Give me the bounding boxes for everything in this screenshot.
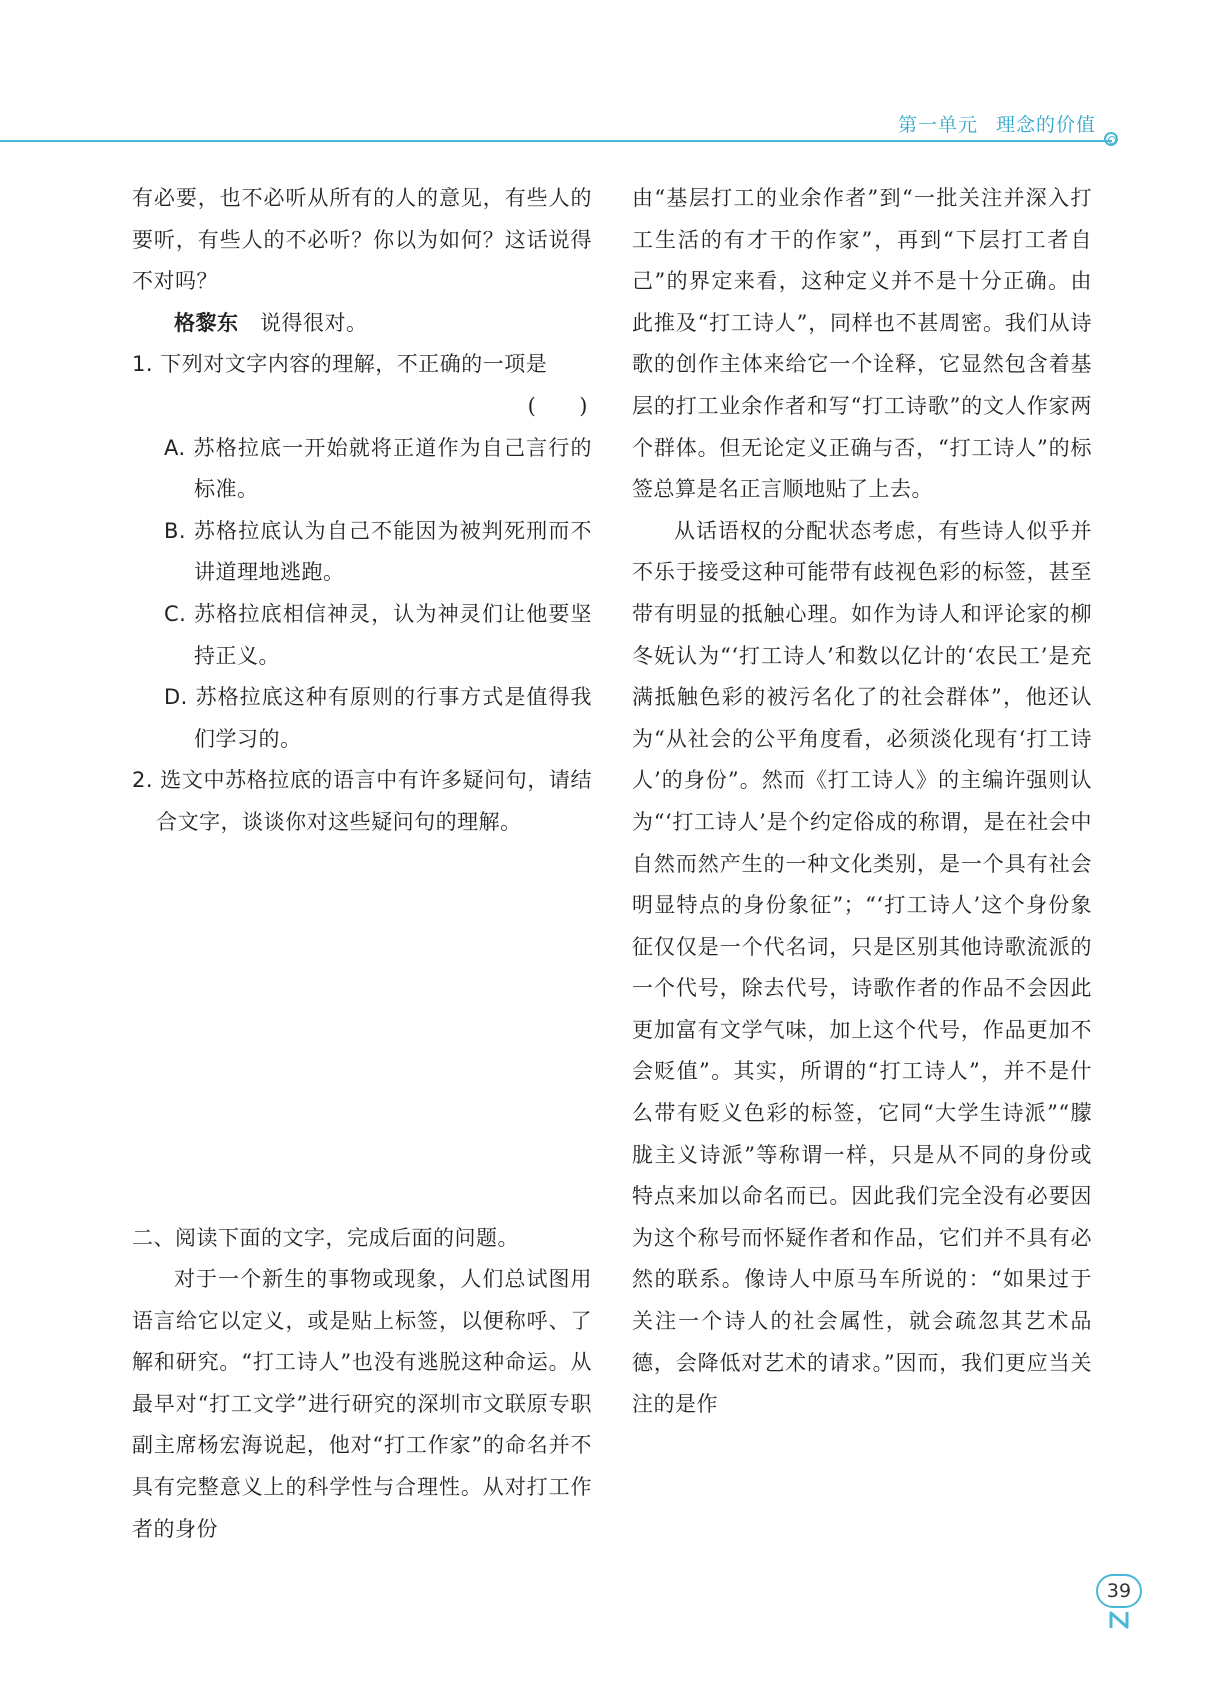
passage-paragraph-1-cont: 由“基层打工的业余作者”到“一批关注并深入打工生活的有才干的作家”，再到“下层打工者自己”的界定来看，这种定义并不是十分正确。由此推及“打工诗人”，同样也不甚周密。我们从诗歌的创作主体来给它一个诠释，它显然包含着基层的打工业余作者和写“打工诗歌”的文人作家两个群体。但无论定义正确与否，“打工诗人”的标签总算是名正言顺地贴了上去。 — [632, 186, 1092, 502]
passage-paragraph-2: 从话语权的分配状态考虑，有些诗人似乎并不乐于接受这种可能带有歧视色彩的标签，甚至带有明显的抵触心理。如作为诗人和评论家的柳冬妩认为“‘打工诗人’和数以亿计的‘农民工’是充满抵触色彩的被污名化了的社会群体”，他还认为“从社会的公平角度看，必须淡化现有‘打工诗人’的身份”。然而《打工诗人》的主编许强则认为“‘打工诗人’是个约定俗成的称谓，是在社会中自然而然产生的一种文化类别，是一个具有社会明显特点的身份象征”；“‘打工诗人’这个身份象征仅仅是一个代名词，只是区别其他诗歌流派的一个代号，除去代号，诗歌作者的作品不会因此更加富有文学气味，加上这个代号，作品更加不会贬值”。其实，所谓的“打工诗人”，并不是什么带有贬义色彩的标签，它同“大学生诗派”“朦胧主义诗派”等称谓一样，只是从不同的身份或特点来加以命名而已。因此我们完全没有必要因为这个称号而怀疑作者和作品，它们并不具有必然的联系。像诗人中原马车所说的：“如果过于关注一个诗人的社会属性，就会疏忽其艺术品德，会降低对艺术的请求。”因而，我们更应当关注的是作 — [632, 518, 1092, 1417]
page-mark-icon — [1108, 1610, 1130, 1630]
question-2: 2. 选文中苏格拉底的语言中有许多疑问句，请结合文字，谈谈你对这些疑问句的理解。 — [132, 768, 592, 834]
header-title: 理念的价值 — [995, 114, 1096, 136]
header-circle-ornament — [1104, 132, 1118, 146]
speaker-reply: 说得很对。 — [260, 310, 368, 335]
dialogue-text: 有必要，也不必听从所有的人的意见，有些人的要听，有些人的不必听？你以为如何？这话说得不对吗？ — [132, 186, 592, 294]
header-unit: 第一单元 — [897, 114, 978, 136]
running-header — [898, 110, 1096, 137]
option-b: B. 苏格拉底认为自己不能因为被判死刑而不讲道理地逃跑。 — [164, 518, 592, 585]
speaker-name: 格黎东 — [174, 310, 239, 335]
left-column — [132, 178, 592, 1550]
option-d: D. 苏格拉底这种有原则的行事方式是值得我们学习的。 — [164, 685, 592, 751]
answer-paren: ( ) — [527, 393, 588, 418]
page-number: 39 — [1096, 1574, 1142, 1608]
passage-paragraph-1: 对于一个新生的事物或现象，人们总试图用语言给它以定义，或是贴上标签，以便称呼、了解和研究。“打工诗人”也没有逃脱这种命运。从最早对“打工文学”进行研究的深圳市文联原专职副主席杨宏海说起，他对“打工作家”的命名并不具有完整意义上的科学性与合理性。从对打工作者的身份 — [132, 1267, 592, 1541]
dialogue-reply — [132, 303, 592, 345]
right-column — [632, 178, 1092, 1426]
header-rule — [0, 140, 1112, 142]
question-1: 1. 下列对文字内容的理解，不正确的一项是 — [132, 352, 548, 377]
option-c: C. 苏格拉底相信神灵，认为神灵们让他要坚持正义。 — [164, 601, 592, 668]
answer-space — [132, 844, 592, 1218]
section-title: 二、阅读下面的文字，完成后面的问题。 — [132, 1225, 519, 1250]
option-a: A. 苏格拉底一开始就将正道作为自己言行的标准。 — [164, 435, 592, 502]
